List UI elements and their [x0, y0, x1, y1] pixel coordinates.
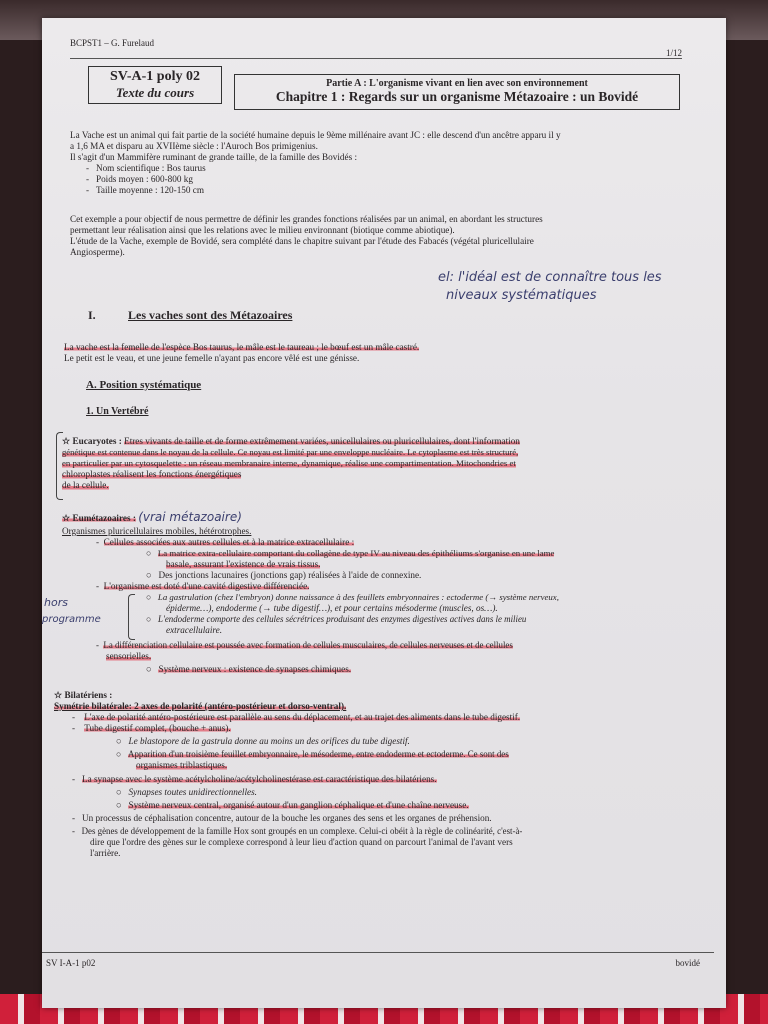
highlighted-text: Symétrie bilatérale: 2 axes de polarité (antéro-postérieur et dorso-ventral).	[54, 701, 347, 711]
bullet-text: Des jonctions lacunaires (jonctions gap) réalisées à l'aide de connexine.	[158, 570, 422, 580]
footer-reference: SV I-A-1 p02	[46, 958, 96, 968]
document-subtitle: Texte du cours	[115, 85, 195, 100]
highlighted-text: La matrice extra-cellulaire comportant du collagène de type IV au niveau des épithéliums s'organise en une lame	[157, 548, 555, 558]
bilateria-line	[54, 701, 346, 712]
eumetazoa-line: épiderme…), endoderme (→ tube digestif…), et pour certains mésoderme (muscles, os…).	[166, 603, 498, 613]
objective-line: Cet exemple a pour objectif de nous permettre de définir les grandes fonctions réalisées par un animal, en abordant les structures	[70, 214, 543, 224]
eukaryote-line: chloroplastes réalisent les fonctions énergétiques	[62, 469, 242, 479]
bilateria-line: ○ Système nerveux central, organisé autour d'un ganglion céphalique et d'une chaîne nerveuse.	[116, 800, 469, 810]
intro-bullet: - Nom scientifique : Bos taurus	[86, 163, 206, 173]
document-code: SV-A-1 poly 02	[110, 69, 200, 84]
bullet-text: L'endoderme comporte des cellules sécrétrices produisant des enzymes digestives actives dans le milieu	[158, 614, 527, 624]
section-number: I.	[88, 308, 96, 322]
eumetazoa-title: ☆ Eumétazoaires :	[62, 513, 136, 523]
eumetazoa-line: Organismes pluricellulaires mobiles, hétérotrophes.	[62, 526, 252, 536]
eumetazoa-line: - L'organisme est doté d'une cavité digestive différenciée.	[96, 581, 310, 591]
eumetazoa-line: extracellulaire.	[166, 625, 223, 635]
eukaryote-line: génétique est contenue dans le noyau de la cellule. Ce noyau est limité par une enveloppe nucléaire. Le cytoplasme est très structuré,	[62, 447, 519, 457]
part-title: Partie A : L'organisme vivant en lien avec son environnement	[326, 78, 588, 89]
highlighted-text: Système nerveux : existence de synapses chimiques.	[158, 664, 352, 674]
eumetazoa-line: ○ Système nerveux : existence de synapses chimiques.	[146, 664, 352, 674]
bullet-text: La gastrulation (chez l'embryon) donne naissance à des feuillets embryonnaires : ectoderme (→ système nerveux,	[157, 592, 559, 602]
intro-line: La Vache est un animal qui fait partie de la société humaine depuis le 9ème millénaire avant JC : elle descend d'un ancêtre apparu il y	[70, 130, 561, 140]
bilateria-line: ○ Apparition d'un troisième feuillet embryonnaire, le mésoderme, entre endoderme et ectoderme. Ce sont des	[116, 749, 509, 759]
highlighted-text: Cellules associées aux autres cellules et à la matrice extracellulaire :	[103, 537, 355, 547]
eukaryote-line: en particulier par un cytosquelette : un réseau membranaire interne, dynamique, réalise une compartimentation. Mitochondries et	[62, 458, 516, 468]
highlighted-text: La vache est la femelle de l'espèce Bos taurus, le mâle est le taureau ; le bœuf est un mâle castré.	[64, 342, 420, 352]
bilateria-line: l'arrière.	[90, 848, 121, 858]
body-line	[64, 342, 419, 353]
handwritten-note: niveaux systématiques	[446, 288, 597, 303]
bilateria-line: - Des gènes de développement de la famille Hox sont groupés en un complexe. Celui-ci obéit à la règle de colinéarité, c'est-à-	[72, 826, 523, 836]
objective-line: permettant leur réalisation ainsi que les relations avec le milieu environnant (biotique comme abiotique).	[70, 225, 455, 235]
handwritten-note: (vrai métazoaire)	[138, 510, 242, 524]
objective-line: L'étude de la Vache, exemple de Bovidé, sera complété dans le chapitre suivant par l'étude des Fabacés (végétal pluricellulaire	[70, 236, 534, 246]
bilateria-line: ○ Le blastopore de la gastrula donne au moins un des orifices du tube digestif.	[116, 736, 410, 746]
section-title: Les vaches sont des Métazoaires	[128, 308, 293, 322]
bilateria-line: dire que l'ordre des gènes sur le complexe correspond à leur lieu d'action quand on parcourt l'animal de l'avant vers	[90, 837, 513, 847]
header-course: BCPST1 – G. Furelaud	[70, 38, 155, 48]
highlighted-text: La différenciation cellulaire est poussée avec formation de cellules musculaires, de cellules nerveuses et de cellules	[103, 640, 513, 650]
intro-bullet: - Taille moyenne : 120-150 cm	[86, 185, 204, 195]
highlighted-text: Etres vivants de taille et de forme extrêmement variées, unicellulaires ou pluricellulaires, dont l'information	[124, 436, 520, 446]
bilateria-line: - Tube digestif complet, (bouche + anus).	[72, 723, 231, 733]
bullet-text: Taille moyenne : 120-150 cm	[95, 185, 204, 195]
eumetazoa-line: - La différenciation cellulaire est poussée avec formation de cellules musculaires, de cellules nerveuses et de cellules	[96, 640, 513, 650]
handwritten-note: programme	[42, 614, 101, 625]
bullet-text: Un processus de céphalisation concentre, autour de la bouche les organes des sens et les organes de préhension.	[81, 813, 492, 823]
eumetazoa-line: ○ L'endoderme comporte des cellules sécrétrices produisant des enzymes digestives actives dans le milieu	[146, 614, 527, 624]
highlighted-text: L'axe de polarité antéro-postérieure est parallèle au sens du déplacement, et au trajet des aliments dans le tube digestif.	[84, 712, 521, 722]
subsection-title: A. Position systématique	[86, 379, 202, 391]
bilateria-title: ☆ Bilatériens :	[54, 690, 113, 700]
header-rule	[70, 58, 682, 59]
eukaryote-line	[62, 436, 520, 447]
eumetazoa-line: ○ La matrice extra-cellulaire comportant du collagène de type IV au niveau des épithéliums s'organise en une lame	[146, 548, 555, 558]
intro-line: a 1,6 MA et disparu au XVIIème siècle : l'Auroch Bos primigenius.	[70, 141, 318, 151]
highlighted-text: Système nerveux central, organisé autour d'un ganglion céphalique et d'une chaîne nerveuse.	[128, 800, 469, 810]
bullet-text: Poids moyen : 600-800 kg	[95, 174, 193, 184]
bilateria-line: - L'axe de polarité antéro-postérieure est parallèle au sens du déplacement, et au trajet des aliments dans le tube digestif.	[72, 712, 521, 722]
chapter-title: Chapitre 1 : Regards sur un organisme Métazoaire : un Bovidé	[275, 89, 639, 104]
bilateria-line: - Un processus de céphalisation concentre, autour de la bouche les organes des sens et les organes de préhension.	[72, 813, 492, 823]
highlighted-text: La synapse avec le système acétylcholine/acétylcholinestérase est caractéristique des bilatériens.	[81, 774, 437, 784]
intro-line: Il s'agit d'un Mammifère ruminant de grande taille, de la famille des Bovidés :	[70, 152, 358, 162]
eukaryote-title: ☆ Eucaryotes :	[62, 436, 122, 446]
bullet-text: Le blastopore de la gastrula donne au moins un des orifices du tube digestif.	[128, 736, 410, 746]
eukaryote-line: de la cellule.	[62, 480, 109, 490]
bilateria-line: ○ Synapses toutes unidirectionnelles.	[116, 787, 257, 797]
subsubsection-title: 1. Un Vertébré	[86, 406, 149, 417]
eumetazoa-title-line	[62, 512, 242, 524]
footer-rule	[42, 952, 714, 953]
eumetazoa-line: basale, assurant l'existence de vrais tissus.	[166, 559, 321, 569]
chapter-title-box	[234, 74, 680, 110]
handwritten-note: hors	[44, 596, 68, 609]
page-number: 1/12	[665, 48, 682, 58]
bullet-text: Synapses toutes unidirectionnelles.	[128, 787, 257, 797]
footer-topic: bovidé	[675, 958, 700, 968]
highlighted-text: Apparition d'un troisième feuillet embryonnaire, le mésoderme, entre endoderme et ectoderme. Ce sont des	[128, 749, 509, 759]
handwritten-bracket	[128, 594, 135, 640]
highlighted-text: L'organisme est doté d'une cavité digestive différenciée.	[103, 581, 310, 591]
intro-bullet: - Poids moyen : 600-800 kg	[86, 174, 193, 184]
body-line: Le petit est le veau, et une jeune femelle n'ayant pas encore vêlé est une génisse.	[64, 353, 360, 363]
highlighted-text: Tube digestif complet, (bouche + anus).	[84, 723, 231, 733]
eumetazoa-line: sensorielles.	[106, 651, 152, 661]
document-code-box	[88, 66, 222, 104]
bilateria-line: - La synapse avec le système acétylcholine/acétylcholinestérase est caractéristique des bilatériens.	[72, 774, 437, 784]
bullet-text: Des gènes de développement de la famille Hox sont groupés en un complexe. Celui-ci obéit à la règle de colinéarité, c'est-à-	[81, 826, 523, 836]
bullet-text: Nom scientifique : Bos taurus	[95, 163, 206, 173]
bilateria-line: organismes triblastiques.	[136, 760, 228, 770]
handwritten-note: el: l'idéal est de connaître tous les	[438, 270, 662, 285]
eumetazoa-line: - Cellules associées aux autres cellules et à la matrice extracellulaire :	[96, 537, 355, 547]
eumetazoa-line: ○ Des jonctions lacunaires (jonctions gap) réalisées à l'aide de connexine.	[146, 570, 422, 580]
document-page	[42, 18, 726, 1008]
objective-line: Angiosperme).	[70, 247, 125, 257]
eumetazoa-line: ○ La gastrulation (chez l'embryon) donne naissance à des feuillets embryonnaires : ectoderme (→ système nerveux,	[146, 592, 559, 602]
